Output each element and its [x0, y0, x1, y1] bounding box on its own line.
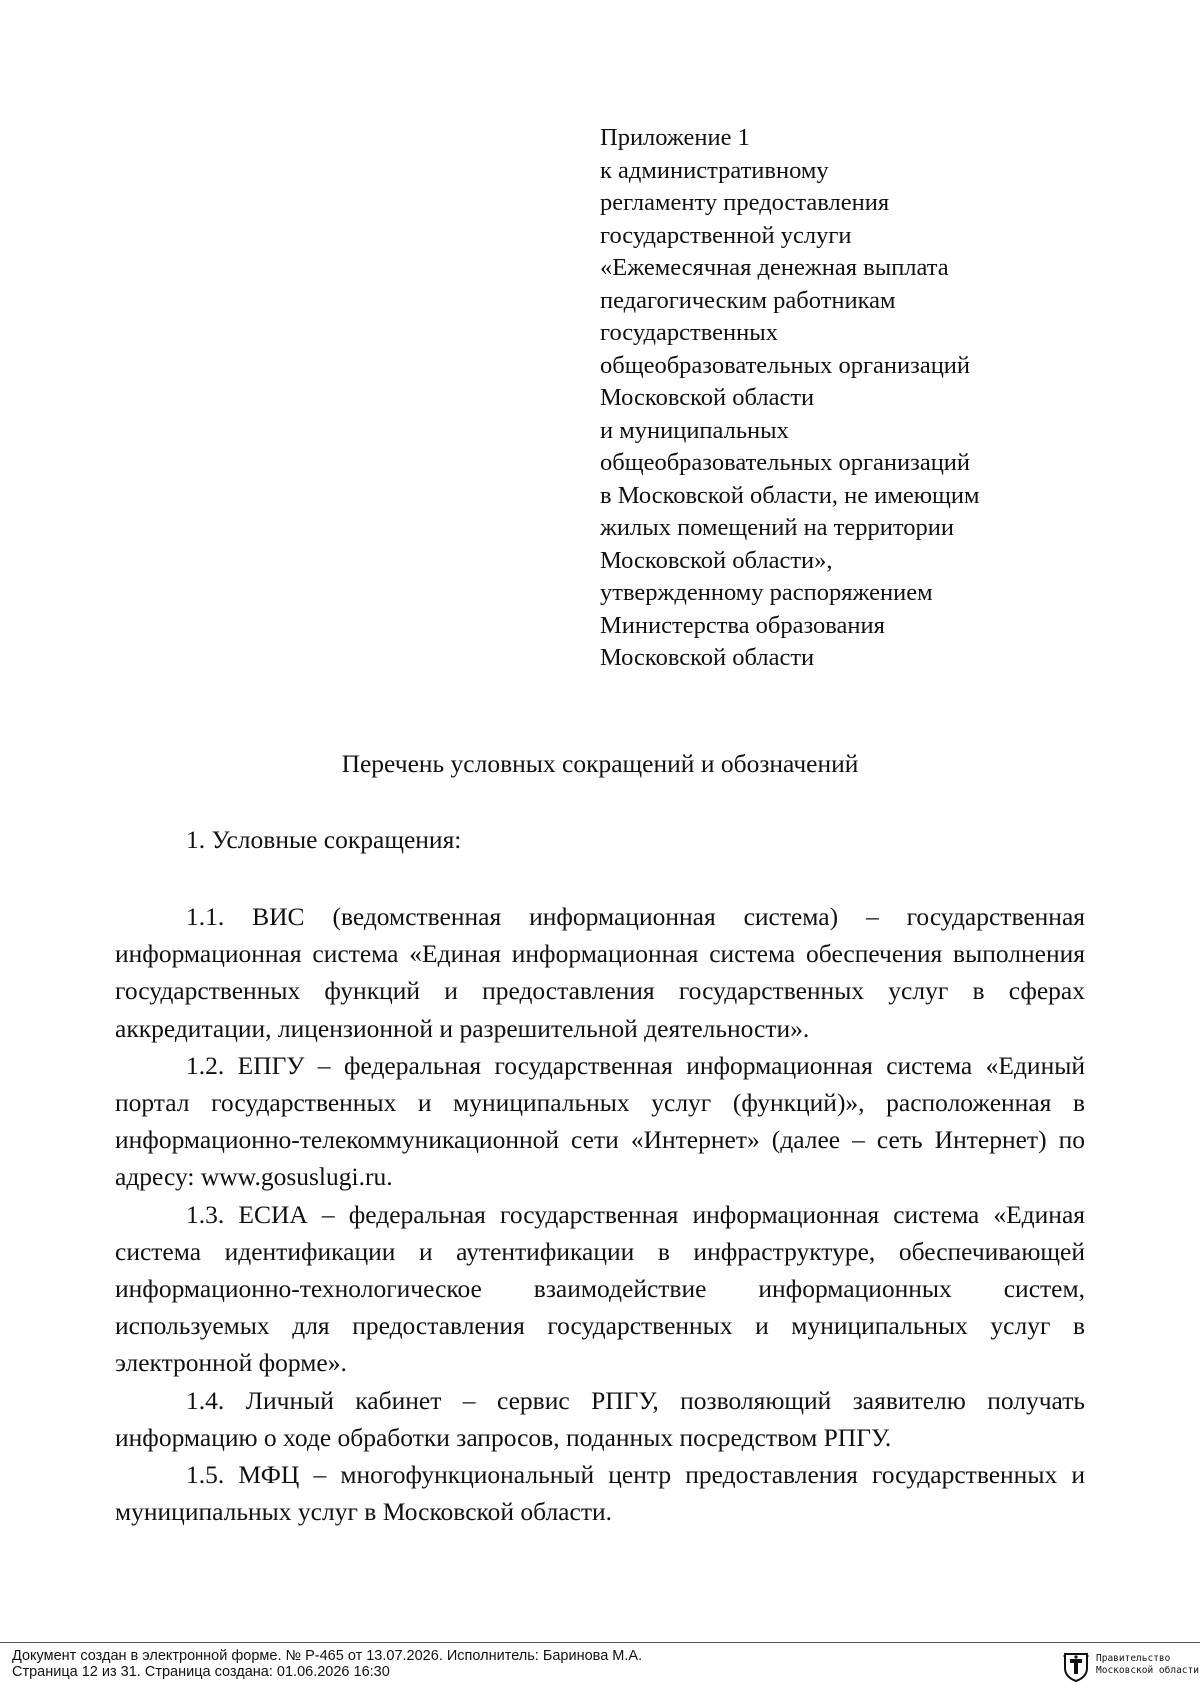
section-heading: 1. Условные сокращения: — [186, 825, 462, 854]
appendix-line: педагогическим работникам — [600, 286, 896, 314]
abbreviation-item-vis: 1.1. ВИС (ведомственная информационная система) – государственная информационная система «Единая информационная система обеспечения выполнения государственных функций и предоставления государственных услуг в сферах аккредитации, лицензионной и разрешительной деятельности». — [115, 902, 1085, 1043]
appendix-line: Московской области — [600, 384, 815, 411]
footer-info — [12, 1648, 642, 1680]
appendix-line: жилых помещений на территории — [600, 514, 954, 541]
appendix-line: Приложение 1 — [600, 124, 750, 151]
appendix-line: государственной услуги — [600, 221, 852, 249]
appendix-line: Московской области — [600, 644, 815, 671]
footer-divider — [0, 1642, 1200, 1643]
appendix-line: в Московской области, не имеющим — [600, 481, 980, 509]
abbreviation-list — [115, 898, 1085, 1530]
abbreviation-item-esia: 1.3. ЕСИА – федеральная государственная информационная система «Единая система идентификации и аутентификации в инфраструктуре, обеспечивающей информационно-технологическое взаимодействие информационных систем, используемых для предоставления государственных и муниципальных услуг в электронной форме». — [115, 1199, 1085, 1378]
abbreviation-item-epgu: 1.2. ЕПГУ – федеральная государственная информационная система «Единый портал государственных и муниципальных услуг (функций)», расположенная в информационно-телекоммуникационной сети «Интернет» (далее – сеть Интернет) по адресу: www.gosuslugi.ru. — [115, 1050, 1085, 1192]
appendix-line: и муниципальных — [600, 416, 789, 444]
government-logo-text: Правительство Московской области — [1096, 1653, 1199, 1676]
government-logo — [1062, 1650, 1199, 1684]
appendix-header — [600, 122, 1070, 675]
abbreviation-item-mfc: 1.5. МФЦ – многофункциональный центр предоставления государственных и муниципальных услуг в Московской области. — [115, 1460, 1085, 1527]
document-title: Перечень условных сокращений и обозначений — [341, 749, 859, 778]
appendix-line: Московской области», — [600, 546, 833, 574]
appendix-line: регламенту предоставления — [600, 189, 890, 216]
footer-document-line: Документ создан в электронной форме. № Р-465 от 13.07.2026. Исполнитель: Баринова М.А. — [12, 1648, 643, 1664]
coat-of-arms-icon — [1062, 1650, 1090, 1682]
appendix-line: утвержденному распоряжением — [600, 579, 933, 606]
appendix-line: Министерства образования — [600, 611, 885, 639]
appendix-line: общеобразовательных организаций — [600, 449, 971, 476]
appendix-line: «Ежемесячная денежная выплата — [600, 254, 949, 281]
appendix-line: государственных — [600, 319, 778, 346]
appendix-line: к административному — [600, 156, 829, 184]
abbreviation-item-personal-account: 1.4. Личный кабинет – сервис РПГУ, позволяющий заявителю получать информацию о ходе обработки запросов, поданных посредством РПГУ. — [115, 1385, 1085, 1452]
footer-page-line: Страница 12 из 31. Страница создана: 01.06.2026 16:30 — [12, 1664, 390, 1680]
appendix-line: общеобразовательных организаций — [600, 351, 971, 379]
